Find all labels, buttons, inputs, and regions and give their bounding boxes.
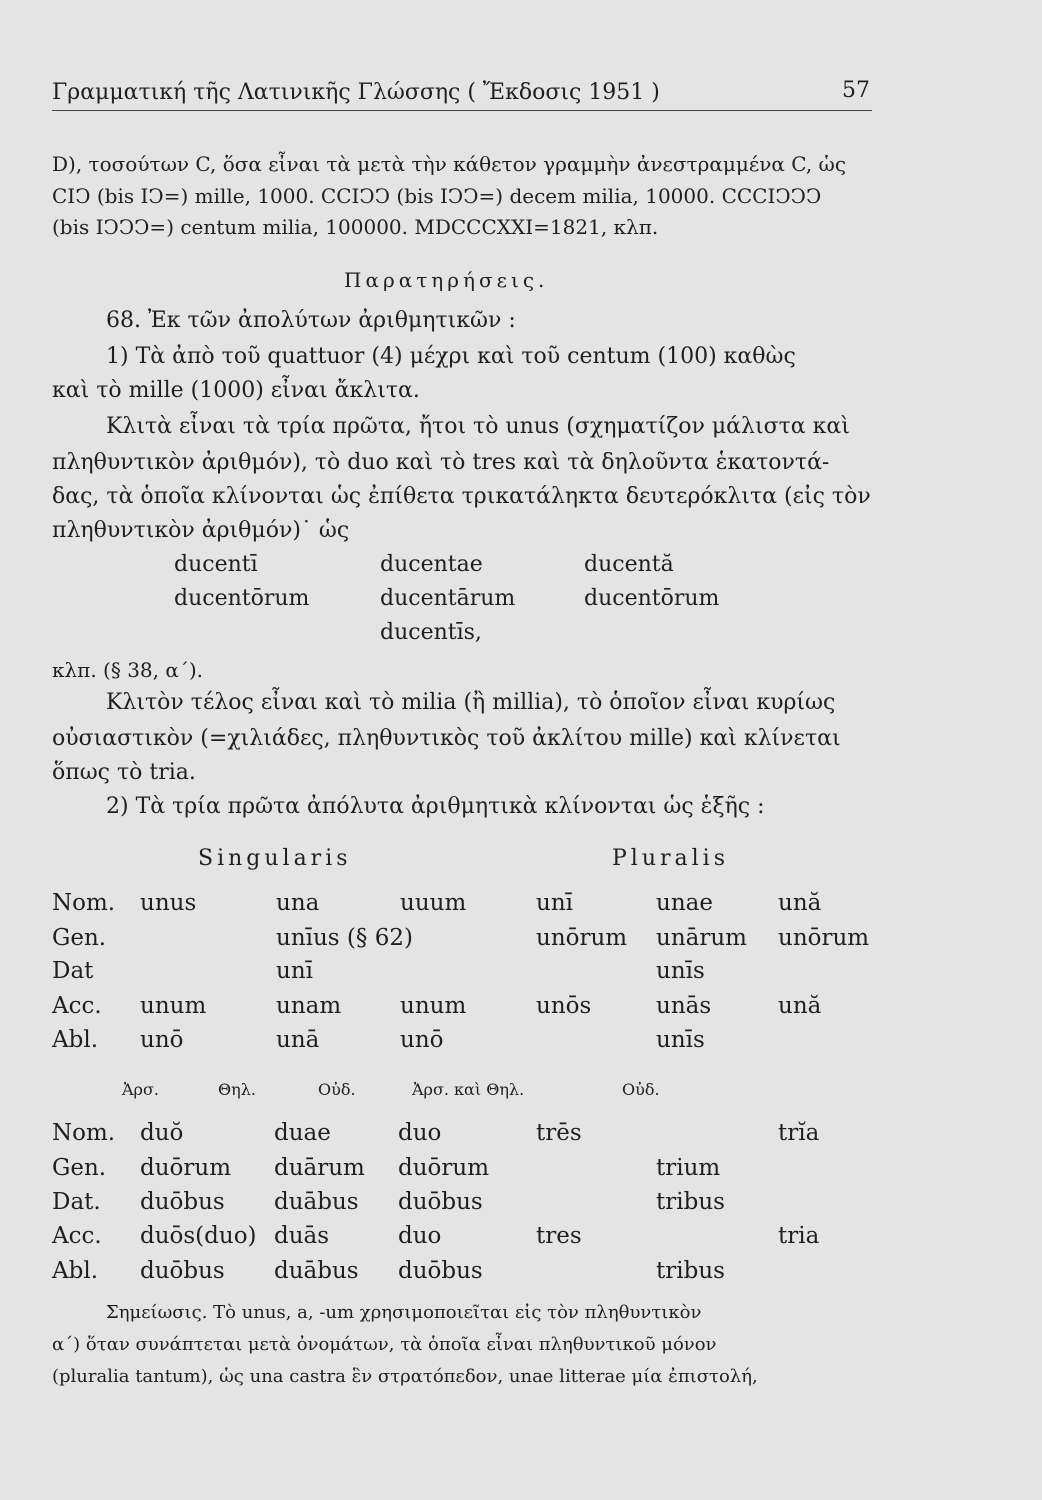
pluralis-heading: Pluralis <box>612 846 730 871</box>
note-line-1: Σημείωσις. Τὸ unus, a, -um χρησιμοποιεῖται εἰς τὸν πληθυντικὸν <box>106 1302 702 1323</box>
header-rule <box>52 110 872 111</box>
para68-line-6: πληθυντικὸν ἀριθμόν)˙ ὡς <box>52 518 350 543</box>
unus-cell: unum <box>140 993 207 1019</box>
duo-cell: duae <box>274 1120 331 1146</box>
note-line-3: (pluralia tantum), ὡς una castra ἓν στρατόπεδον, unae litterae μία ἐπιστολή, <box>52 1366 758 1387</box>
duo-cell: duās <box>274 1223 330 1249</box>
unus-cell: unī <box>276 958 313 984</box>
gender-label-mascfem: Ἀρσ. καὶ Θηλ. <box>412 1080 525 1099</box>
unus-cell: unō <box>140 1027 184 1053</box>
duo-cell: trium <box>656 1155 721 1181</box>
duo-cell: tribus <box>656 1258 725 1284</box>
para68-line-1: 1) Τὰ ἀπὸ τοῦ quattuor (4) μέχρι καὶ τοῦ centum (100) καθὼς <box>106 344 796 369</box>
page-number: 57 <box>842 78 870 103</box>
unus-case: Gen. <box>52 925 107 951</box>
duo-cell: duōbus <box>398 1258 483 1284</box>
milia-line-3: ὅπως τὸ tria. <box>52 760 196 785</box>
gender-label-neut: Οὐδ. <box>318 1080 356 1099</box>
duo-cell: duābus <box>274 1189 359 1215</box>
unus-cell: unōrum <box>536 925 628 951</box>
unus-cell: unōrum <box>778 925 870 951</box>
unus-cell: uuum <box>400 890 467 916</box>
ducenti-neut-nom: ducentă <box>584 552 674 577</box>
singularis-heading: Singularis <box>198 846 352 871</box>
intro-line-2: CIↃ (bis IↃ=) mille, 1000. CCIↃↃ (bis IↃↃ=) decem milia, 10000. CCCIↃↃↃ <box>52 184 822 208</box>
duo-cell: tria <box>778 1223 820 1249</box>
duo-cell: duārum <box>274 1155 365 1181</box>
unus-cell: unī <box>536 890 573 916</box>
unus-case: Nom. <box>52 890 116 916</box>
unus-cell: ună <box>778 993 822 1019</box>
duo-cell: trĭa <box>778 1120 820 1146</box>
note-line-2: α΄) ὅταν συνάπτεται μετὰ ὀνομάτων, τὰ ὁποῖα εἶναι πληθυντικοῦ μόνον <box>52 1334 717 1355</box>
intro-line-1: D), τοσούτων C, ὅσα εἶναι τὰ μετὰ τὴν κάθετον γραμμὴν ἀνεστραμμένα C, ὡς <box>52 152 847 176</box>
duo-cell: duŏ <box>140 1120 184 1146</box>
section-heading: Παρατηρήσεις. <box>344 268 549 292</box>
duo-case: Acc. <box>52 1223 102 1249</box>
unus-cell: unum <box>400 993 467 1019</box>
intro-line-3: (bis IↃↃↃ=) centum milia, 100000. MDCCCXXI=1821, κλπ. <box>52 215 659 239</box>
milia-line-1: Κλιτὸν τέλος εἶναι καὶ τὸ milia (ἢ millia), τὸ ὁποῖον εἶναι κυρίως <box>106 690 836 715</box>
unus-cell: unīs <box>656 1027 705 1053</box>
para68-title: 68. Ἐκ τῶν ἀπολύτων ἀριθμητικῶν : <box>106 308 516 333</box>
para68-line-2: καὶ τὸ mille (1000) εἶναι ἄκλιτα. <box>52 378 420 403</box>
ducenti-dat: ducentīs, <box>380 620 482 645</box>
unus-cell: unōs <box>536 993 592 1019</box>
unus-cell: unō <box>400 1027 444 1053</box>
duo-cell: duo <box>398 1120 442 1146</box>
unus-cell: unā <box>276 1027 320 1053</box>
gender-label-fem: Θηλ. <box>218 1080 256 1099</box>
duo-cell: duōrum <box>140 1155 232 1181</box>
duo-case: Gen. <box>52 1155 107 1181</box>
unus-cell: unārum <box>656 925 747 951</box>
unus-cell: unīs <box>656 958 705 984</box>
running-header: Γραμματική τῆς Λατινικῆς Γλώσσης ( Ἔκδοσις 1951 ) <box>52 80 660 105</box>
duo-case: Abl. <box>52 1258 98 1284</box>
para68-line-3: Κλιτὰ εἶναι τὰ τρία πρῶτα, ἤτοι τὸ unus (σχηματίζον μάλιστα καὶ <box>106 414 850 439</box>
duo-cell: duōbus <box>398 1189 483 1215</box>
duo-case: Dat. <box>52 1189 101 1215</box>
unus-case: Acc. <box>52 993 102 1019</box>
unus-case: Dat <box>52 958 94 984</box>
para68-line-5: δας, τὰ ὁποῖα κλίνονται ὡς ἐπίθετα τρικατάληκτα δευτερόκλιτα (εἰς τὸν <box>52 484 871 509</box>
ducenti-fem-nom: ducentae <box>380 552 483 577</box>
gender-label-masc: Ἀρσ. <box>122 1080 159 1099</box>
gender-label-neut-2: Οὐδ. <box>622 1080 660 1099</box>
unus-case: Abl. <box>52 1027 98 1053</box>
unus-cell: unās <box>656 993 712 1019</box>
duo-cell: duōbus <box>140 1258 225 1284</box>
duo-cell: duo <box>398 1223 442 1249</box>
duo-cell: duōbus <box>140 1189 225 1215</box>
unus-cell: ună <box>778 890 822 916</box>
ducenti-masc-gen: ducentōrum <box>174 586 310 611</box>
duo-cell: tribus <box>656 1189 725 1215</box>
milia-line-2: οὐσιαστικὸν (=χιλιάδες, πληθυντικὸς τοῦ ἀκλίτου mille) καὶ κλίνεται <box>52 726 841 751</box>
para68-line-4: πληθυντικὸν ἀριθμόν), τὸ duo καὶ τὸ tres καὶ τὰ δηλοῦντα ἑκατοντά- <box>52 450 830 475</box>
ducenti-masc-nom: ducentī <box>174 552 258 577</box>
unus-cell: unīus (§ 62) <box>276 925 413 951</box>
unus-cell: unam <box>276 993 342 1019</box>
duo-case: Nom. <box>52 1120 116 1146</box>
duo-cell: duābus <box>274 1258 359 1284</box>
duo-cell: duōs(duo) <box>140 1223 257 1249</box>
ducenti-neut-gen: ducentōrum <box>584 586 720 611</box>
duo-cell: duōrum <box>398 1155 490 1181</box>
duo-cell: tres <box>536 1223 582 1249</box>
unus-cell: unae <box>656 890 713 916</box>
klp-ref: κλπ. (§ 38, α΄). <box>52 658 204 682</box>
duo-cell: trēs <box>536 1120 582 1146</box>
unus-cell: unus <box>140 890 197 916</box>
unus-cell: una <box>276 890 320 916</box>
point-2: 2) Τὰ τρία πρῶτα ἀπόλυτα ἀριθμητικὰ κλίνονται ὡς ἑξῆς : <box>106 794 765 819</box>
ducenti-fem-gen: ducentārum <box>380 586 516 611</box>
